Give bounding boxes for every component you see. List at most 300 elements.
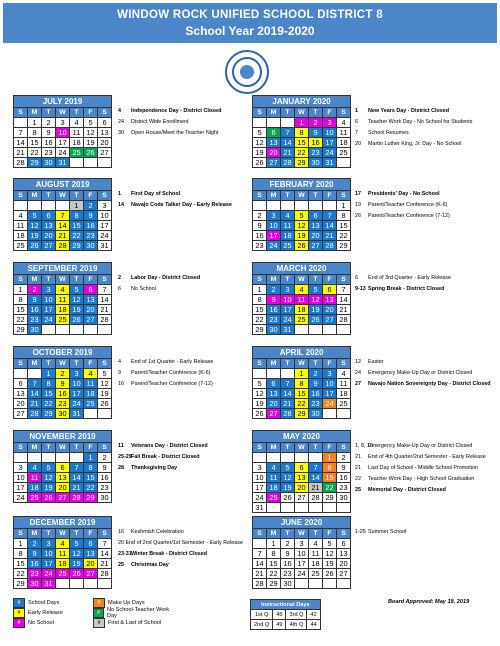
day-cell: 8 [28, 128, 42, 138]
weekday-header: T [309, 275, 323, 285]
quarter-label: 2nd Q [251, 620, 273, 630]
day-cell: 7 [14, 128, 28, 138]
day-cell: 2 [337, 453, 351, 463]
note-text: No School [131, 286, 156, 292]
day-cell: 26 [42, 493, 56, 503]
day-cell [323, 503, 337, 513]
day-cell: 22 [323, 483, 337, 493]
weekday-header: W [56, 529, 70, 539]
week-row [253, 379, 351, 389]
note-date: 2 [118, 275, 121, 281]
month-grid [13, 516, 112, 589]
day-cell: 21 [98, 559, 112, 569]
note-text: Independence Day - District Closed [131, 108, 222, 114]
day-cell: 2 [28, 539, 42, 549]
day-cell: 12 [323, 549, 337, 559]
day-cell: 23 [28, 569, 42, 579]
quarter-label: 4th Q [286, 620, 307, 630]
day-cell: 22 [337, 231, 351, 241]
day-cell [253, 369, 267, 379]
note-text: School Resumes [368, 130, 409, 136]
day-cell: 13 [337, 549, 351, 559]
month-grid [252, 430, 351, 513]
day-cell: 18 [14, 231, 28, 241]
note-text: Spring Break - District Closed [368, 286, 445, 292]
day-cell: 19 [70, 559, 84, 569]
day-cell: 18 [295, 305, 309, 315]
week-row [253, 295, 351, 305]
day-cell: 12 [42, 473, 56, 483]
day-cell: 5 [253, 128, 267, 138]
week-row [14, 539, 112, 549]
day-cell: 13 [84, 549, 98, 559]
day-cell: 9 [28, 295, 42, 305]
day-cell: 11 [84, 379, 98, 389]
day-cell: 29 [295, 158, 309, 168]
month-mar [252, 262, 351, 335]
day-cell: 10 [323, 379, 337, 389]
day-cell: 1 [14, 539, 28, 549]
day-cell: 18 [84, 389, 98, 399]
week-row [14, 369, 112, 379]
note-date: 25-29 [118, 454, 132, 460]
note-text: Keshmish Celebration [131, 529, 184, 535]
day-cell: 11 [281, 221, 295, 231]
note-date: 4 [118, 108, 121, 114]
day-cell: 11 [14, 221, 28, 231]
day-cell: 20 [56, 483, 70, 493]
weekday-header: M [267, 191, 281, 201]
day-cell: 19 [323, 559, 337, 569]
day-cell: 23 [42, 148, 56, 158]
day-cell: 20 [267, 399, 281, 409]
weekday-header: T [281, 443, 295, 453]
day-cell: 31 [253, 503, 267, 513]
day-cell: 17 [281, 305, 295, 315]
day-cell [70, 158, 84, 168]
day-cell: 5 [28, 211, 42, 221]
month-grid [252, 516, 351, 589]
month-title: MARCH 2020 [253, 263, 351, 275]
day-cell: 1 [253, 285, 267, 295]
note-date: 21 [355, 465, 361, 471]
month-may [252, 430, 351, 513]
note-date: 30 [118, 130, 124, 136]
day-cell [267, 201, 281, 211]
day-cell: 23 [281, 569, 295, 579]
note-date: 6 [118, 286, 121, 292]
weekday-header: S [14, 275, 28, 285]
list-item [118, 284, 243, 295]
day-cell: 3 [295, 539, 309, 549]
day-cell: 17 [253, 483, 267, 493]
weekday-header: W [295, 443, 309, 453]
week-row [14, 579, 112, 589]
day-cell: 22 [14, 569, 28, 579]
day-cell: 8 [70, 211, 84, 221]
week-row [14, 389, 112, 399]
note-date: 20 [355, 141, 361, 147]
day-cell: 8 [323, 463, 337, 473]
day-cell: 24 [323, 399, 337, 409]
month-nov [13, 430, 112, 503]
month-title: SEPTEMBER 2019 [14, 263, 112, 275]
day-cell [281, 118, 295, 128]
day-cell [281, 201, 295, 211]
list-item [118, 452, 243, 463]
day-cell [323, 201, 337, 211]
weekday-header: W [56, 108, 70, 118]
day-cell [253, 118, 267, 128]
day-cell: 7 [98, 285, 112, 295]
day-cell: 9 [267, 295, 281, 305]
month-title: APRIL 2020 [253, 347, 351, 359]
month-grid [13, 178, 112, 251]
day-cell: 14 [70, 473, 84, 483]
list-item [355, 357, 495, 368]
note-date: 25 [355, 487, 361, 493]
week-row [14, 325, 112, 335]
day-cell: 14 [14, 138, 28, 148]
day-cell: 18 [56, 559, 70, 569]
week-row [14, 118, 112, 128]
day-cell [98, 158, 112, 168]
weekday-header: W [295, 108, 309, 118]
day-cell [56, 201, 70, 211]
instructional-days-title: Instructional Days [251, 600, 321, 610]
week-row [253, 483, 351, 493]
note-text: Memorial Day - District Closed [368, 487, 446, 493]
day-cell: 8 [253, 295, 267, 305]
day-cell: 1 [42, 369, 56, 379]
list-item [118, 549, 243, 560]
list-item [118, 106, 243, 117]
day-cell: 21 [98, 305, 112, 315]
month-aug [13, 178, 112, 251]
note-text: Parent/Teacher Conference (K-6) [368, 202, 448, 208]
day-cell: 13 [98, 128, 112, 138]
day-cell: 7 [337, 285, 351, 295]
note-text: Martin Luther King, Jr. Day - No School [368, 141, 462, 147]
day-cell: 20 [267, 148, 281, 158]
day-cell: 15 [84, 473, 98, 483]
day-cell: 4 [337, 118, 351, 128]
weekday-header: W [295, 359, 309, 369]
day-cell: 20 [42, 231, 56, 241]
day-cell: 14 [281, 138, 295, 148]
day-cell [84, 158, 98, 168]
day-cell: 14 [309, 473, 323, 483]
day-cell [323, 409, 337, 419]
note-date: 4 [118, 359, 121, 365]
day-cell: 7 [323, 211, 337, 221]
month-jan [252, 95, 351, 168]
day-cell: 4 [309, 539, 323, 549]
day-cell: 24 [98, 231, 112, 241]
weekday-header: M [28, 443, 42, 453]
month-notes-may [355, 441, 495, 496]
weekday-header: S [337, 443, 351, 453]
day-cell: 23 [84, 231, 98, 241]
day-cell [98, 409, 112, 419]
day-cell [281, 369, 295, 379]
weekday-header: T [281, 108, 295, 118]
day-cell: 1 [28, 118, 42, 128]
day-cell: 12 [70, 549, 84, 559]
day-cell: 8 [42, 379, 56, 389]
note-date: 20 [118, 540, 124, 546]
note-text: Fall Break - District Closed [131, 454, 200, 460]
day-cell: 6 [14, 379, 28, 389]
day-cell: 5 [70, 285, 84, 295]
week-row [14, 473, 112, 483]
day-cell: 27 [14, 409, 28, 419]
day-cell: 6 [56, 463, 70, 473]
week-row [14, 138, 112, 148]
day-cell: 7 [253, 549, 267, 559]
day-cell: 31 [70, 409, 84, 419]
day-cell: 22 [295, 399, 309, 409]
quarter-days: 44 [307, 620, 320, 630]
day-cell: 15 [42, 389, 56, 399]
weekday-header: W [56, 191, 70, 201]
week-row [253, 315, 351, 325]
note-text: Summer School [368, 529, 407, 535]
day-cell: 7 [281, 379, 295, 389]
day-cell: 10 [98, 211, 112, 221]
day-cell: 13 [56, 473, 70, 483]
week-row [14, 211, 112, 221]
day-cell: 30 [42, 158, 56, 168]
note-text: Navajo Code Talker Day - Early Release [131, 202, 232, 208]
weekday-header: T [70, 443, 84, 453]
day-cell: 25 [56, 569, 70, 579]
month-notes-dec [118, 527, 243, 571]
weekday-header: F [84, 359, 98, 369]
day-cell: 28 [70, 493, 84, 503]
day-cell: 10 [267, 221, 281, 231]
day-cell: 2 [84, 201, 98, 211]
week-row [253, 325, 351, 335]
month-grid [252, 262, 351, 335]
weekday-header: M [267, 359, 281, 369]
day-cell: 9 [42, 128, 56, 138]
day-cell: 21 [253, 569, 267, 579]
day-cell: 5 [98, 369, 112, 379]
list-item [355, 463, 495, 474]
day-cell: 18 [28, 483, 42, 493]
day-cell: 25 [70, 148, 84, 158]
day-cell: 4 [267, 463, 281, 473]
day-cell [267, 369, 281, 379]
day-cell: 12 [70, 295, 84, 305]
day-cell: 10 [323, 128, 337, 138]
day-cell: 9 [309, 379, 323, 389]
month-notes-jul [118, 106, 243, 139]
day-cell: 3 [14, 463, 28, 473]
week-row [14, 379, 112, 389]
day-cell: 2 [309, 118, 323, 128]
note-text: Presidents' Day - No School [368, 191, 440, 197]
day-cell: 9 [337, 463, 351, 473]
day-cell [309, 503, 323, 513]
weekday-header: T [42, 359, 56, 369]
week-row [14, 399, 112, 409]
weekday-header: W [295, 529, 309, 539]
day-cell: 19 [98, 389, 112, 399]
day-cell: 17 [42, 305, 56, 315]
day-cell: 8 [295, 128, 309, 138]
day-cell [267, 118, 281, 128]
month-grid [252, 178, 351, 251]
note-text: District Wide Enrollment [131, 119, 189, 125]
day-cell: 3 [281, 285, 295, 295]
weekday-header: M [267, 443, 281, 453]
weekday-header: T [42, 275, 56, 285]
day-cell: 7 [56, 211, 70, 221]
weekday-header: T [309, 443, 323, 453]
list-item [355, 200, 495, 211]
day-cell: 23 [56, 399, 70, 409]
weekday-header: S [337, 191, 351, 201]
day-cell: 24 [42, 315, 56, 325]
day-cell: 24 [267, 241, 281, 251]
day-cell [337, 409, 351, 419]
day-cell [337, 503, 351, 513]
day-cell: 13 [42, 221, 56, 231]
day-cell: 24 [42, 569, 56, 579]
weekday-header: S [253, 191, 267, 201]
day-cell: 25 [84, 399, 98, 409]
month-notes-apr [355, 357, 495, 390]
day-cell [42, 201, 56, 211]
list-item [355, 527, 495, 538]
day-cell: 19 [70, 305, 84, 315]
day-cell: 25 [337, 399, 351, 409]
day-cell: 31 [56, 158, 70, 168]
day-cell [14, 369, 28, 379]
day-cell: 17 [98, 221, 112, 231]
day-cell: 5 [42, 463, 56, 473]
day-cell: 17 [42, 559, 56, 569]
day-cell: 21 [281, 148, 295, 158]
weekday-header: T [281, 359, 295, 369]
weekday-header: T [281, 275, 295, 285]
day-cell: 15 [295, 138, 309, 148]
day-cell: 25 [56, 315, 70, 325]
day-cell: 18 [309, 559, 323, 569]
day-cell: 25 [267, 493, 281, 503]
day-cell: 10 [14, 473, 28, 483]
day-cell: 14 [98, 549, 112, 559]
day-cell: 22 [253, 315, 267, 325]
note-date: 6 [355, 119, 358, 125]
weekday-header: M [267, 108, 281, 118]
day-cell: 24 [253, 493, 267, 503]
legend-swatch: # [93, 618, 105, 628]
day-cell: 30 [267, 325, 281, 335]
day-cell: 5 [281, 463, 295, 473]
legend-label: School Days [28, 600, 60, 606]
school-year-title: School Year 2019-2020 [185, 24, 315, 38]
day-cell: 2 [281, 539, 295, 549]
note-text: End of 2nd Quarter/1st Semester - Early Release [125, 540, 243, 546]
day-cell: 29 [84, 493, 98, 503]
legend-label: No School [28, 620, 54, 626]
weekday-header: T [42, 529, 56, 539]
week-row [253, 539, 351, 549]
day-cell [337, 579, 351, 589]
day-cell: 18 [337, 389, 351, 399]
day-cell [253, 453, 267, 463]
day-cell: 25 [14, 241, 28, 251]
day-cell: 10 [253, 473, 267, 483]
day-cell: 24 [295, 569, 309, 579]
day-cell: 30 [309, 158, 323, 168]
weekday-header: W [56, 275, 70, 285]
day-cell: 28 [281, 409, 295, 419]
day-cell: 1 [337, 201, 351, 211]
day-cell: 7 [70, 463, 84, 473]
day-cell: 30 [56, 409, 70, 419]
day-cell: 13 [267, 389, 281, 399]
day-cell: 29 [267, 579, 281, 589]
list-item [355, 139, 495, 150]
day-cell: 14 [56, 221, 70, 231]
day-cell: 6 [267, 128, 281, 138]
day-cell: 10 [42, 295, 56, 305]
day-cell: 6 [295, 463, 309, 473]
month-oct [13, 346, 112, 419]
week-row [253, 138, 351, 148]
day-cell: 16 [337, 473, 351, 483]
legend-swatch: # [93, 608, 104, 618]
weekday-header: M [267, 275, 281, 285]
day-cell: 17 [323, 389, 337, 399]
week-row [253, 473, 351, 483]
note-date: 22 [355, 476, 361, 482]
day-cell: 16 [56, 389, 70, 399]
note-text: New Years Day - District Closed [368, 108, 450, 114]
day-cell: 9 [98, 463, 112, 473]
quarter-label: 3rd Q [286, 610, 307, 620]
weekday-header: S [14, 359, 28, 369]
day-cell: 2 [98, 453, 112, 463]
day-cell [309, 325, 323, 335]
weekday-header: T [42, 108, 56, 118]
day-cell: 29 [295, 409, 309, 419]
day-cell: 9 [84, 211, 98, 221]
day-cell [253, 201, 267, 211]
week-row [14, 549, 112, 559]
weekday-header: M [28, 529, 42, 539]
week-row [14, 241, 112, 251]
list-item [118, 128, 243, 139]
month-title: DECEMBER 2019 [14, 517, 112, 529]
day-cell: 14 [281, 389, 295, 399]
day-cell: 4 [56, 285, 70, 295]
week-row [253, 569, 351, 579]
day-cell: 27 [84, 315, 98, 325]
month-jul [13, 95, 112, 168]
day-cell: 26 [98, 399, 112, 409]
quarter-days: 42 [307, 610, 320, 620]
month-notes-oct [118, 357, 243, 390]
day-cell: 19 [253, 399, 267, 409]
weekday-header: F [84, 443, 98, 453]
day-cell: 30 [28, 325, 42, 335]
weekday-header: T [70, 529, 84, 539]
